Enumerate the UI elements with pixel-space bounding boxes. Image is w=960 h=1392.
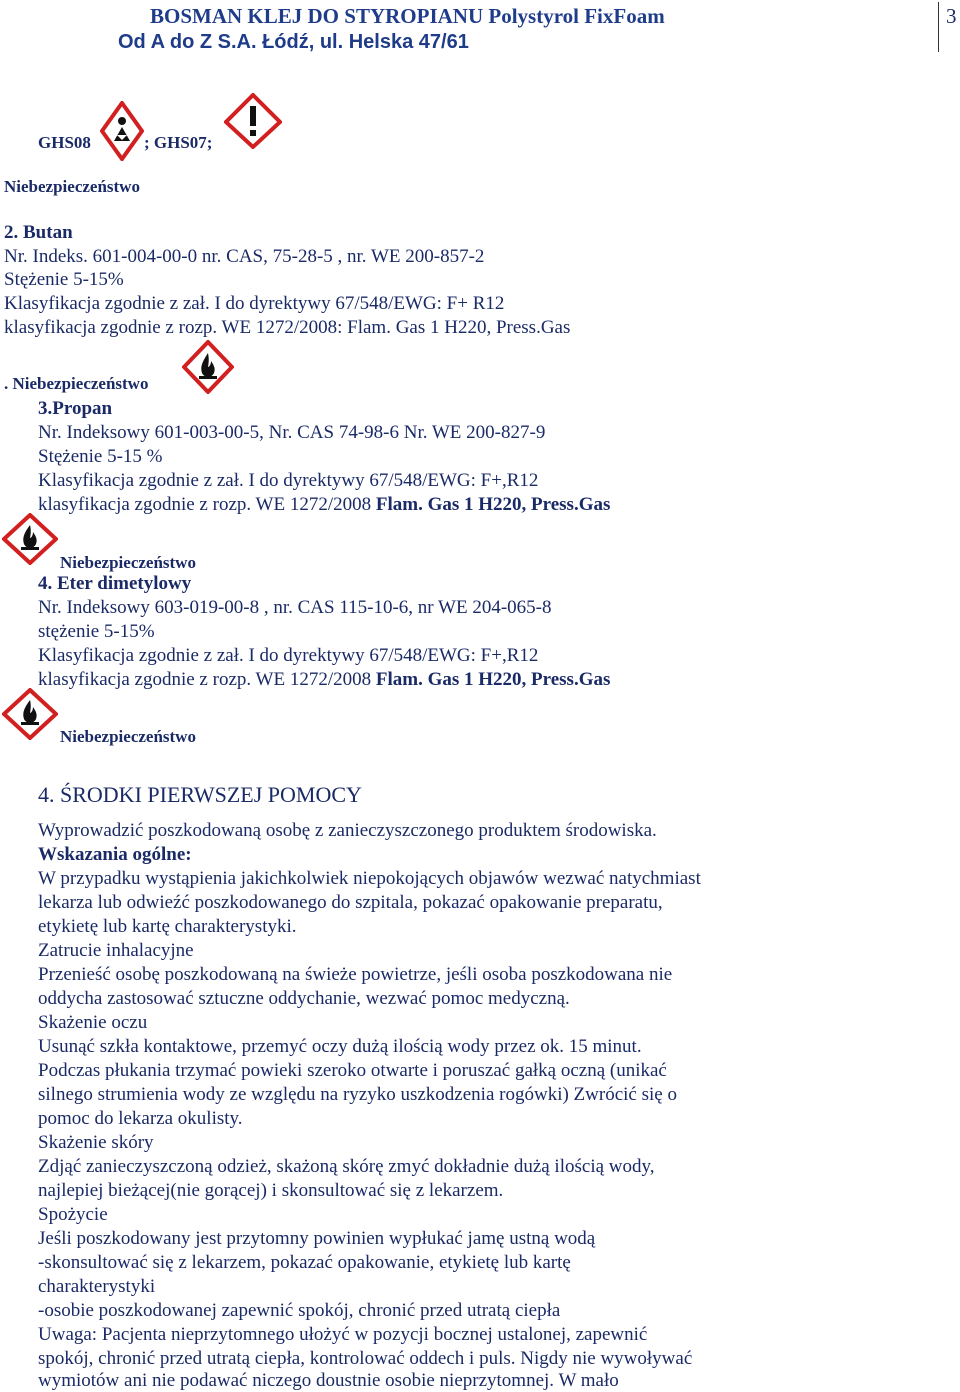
subheading: Wskazania ogólne: [38, 844, 192, 865]
subheading: Spożycie [38, 1204, 108, 1225]
subheading: Skażenie skóry [38, 1132, 154, 1153]
paragraph-line: lekarza lub odwieźć poszkodowanego do szpitala, pokazać opakowanie preparatu, [38, 892, 663, 913]
propan-signal-word: Niebezpieczeństwo [60, 553, 196, 572]
butan-heading: 2. Butan [4, 222, 73, 243]
butan-line: Stężenie 5-15% [4, 269, 124, 290]
propan-class-prefix: klasyfikacja zgodnie z rozp. WE 1272/2008 [38, 494, 376, 515]
paragraph-line: silnego strumienia wody ze względu na ryzyko uszkodzenia rogówki) Zwrócić się o [38, 1084, 677, 1105]
ghs08-label: GHS08 [38, 133, 91, 152]
butan-line: Nr. Indeks. 601-004-00-0 nr. CAS, 75-28-5 , nr. WE 200-857-2 [4, 246, 485, 267]
paragraph-line: Podczas płukania trzymać powieki szeroko otwarte i poruszać gałką oczną (unikać [38, 1060, 667, 1081]
subheading: Zatrucie inhalacyjne [38, 940, 194, 961]
flame-icon [182, 340, 234, 394]
header-divider [938, 2, 939, 52]
company-address: Od A do Z S.A. Łódź, ul. Helska 47/61 [118, 31, 469, 53]
paragraph-line: -skonsultować się z lekarzem, pokazać opakowanie, etykietę lub kartę [38, 1252, 571, 1273]
section-number: 4. [38, 782, 60, 807]
paragraph-line: Jeśli poszkodowany jest przytomny powinien wypłukać jamę ustną wodą [38, 1228, 596, 1249]
paragraph-line: Przenieść osobę poszkodowaną na świeże powietrze, jeśli osoba poszkodowana nie [38, 964, 673, 985]
paragraph-line: Wyprowadzić poszkodowaną osobę z zanieczyszczonego produktem środowiska. [38, 820, 657, 841]
paragraph-line: Uwaga: Pacjenta nieprzytomnego ułożyć w pozycji bocznej ustalonej, zapewnić [38, 1324, 648, 1345]
eter-line: Klasyfikacja zgodnie z zał. I do dyrektywy 67/548/EWG: F+,R12 [38, 645, 539, 666]
eter-signal-word: Niebezpieczeństwo [60, 727, 196, 746]
section-heading [38, 782, 362, 808]
paragraph-line: spokój, chronić przed utratą ciepła, kontrolować oddech i puls. Nigdy nie wywoływać [38, 1348, 693, 1369]
paragraph-line: Usunąć szkła kontaktowe, przemyć oczy dużą ilością wody przez ok. 15 minut. [38, 1036, 642, 1057]
paragraph-line: -osobie poszkodowanej zapewnić spokój, chronić przed utratą ciepła [38, 1300, 561, 1321]
section-title: ŚRODKI PIERWSZEJ POMOCY [60, 782, 362, 807]
propan-line: Klasyfikacja zgodnie z zał. I do dyrektywy 67/548/EWG: F+,R12 [38, 470, 539, 491]
paragraph-line: pomoc do lekarza okulisty. [38, 1108, 243, 1129]
exclamation-icon [224, 93, 282, 149]
propan-class-bold: Flam. Gas 1 H220, Press.Gas [375, 494, 611, 515]
eter-classification [38, 669, 610, 691]
eter-line: Nr. Indeksowy 603-019-00-8 , nr. CAS 115-10-6, nr WE 204-065-8 [38, 597, 552, 618]
paragraph-line: wymiotów ani nie podawać niczego doustnie osobie nieprzytomnej. W mało [38, 1370, 619, 1391]
eter-class-prefix: klasyfikacja zgodnie z rozp. WE 1272/2008 [38, 669, 376, 690]
paragraph-line: oddycha zastosować sztuczne oddychanie, wezwać pomoc medyczną. [38, 988, 570, 1009]
butan-line: klasyfikacja zgodnie z rozp. WE 1272/2008: Flam. Gas 1 H220, Press.Gas [4, 317, 571, 338]
ghs07-label: ; GHS07; [144, 133, 213, 152]
health-hazard-icon [100, 101, 144, 161]
propan-line: Stężenie 5-15 % [38, 446, 163, 467]
signal-word: Niebezpieczeństwo [4, 177, 140, 196]
paragraph-line: W przypadku wystąpienia jakichkolwiek niepokojących objawów wezwać natychmiast [38, 868, 701, 889]
document-title: BOSMAN KLEJ DO STYROPIANU Polystyrol FixFoam [150, 4, 665, 28]
propan-classification [38, 494, 610, 516]
paragraph-line: charakterystyki [38, 1276, 156, 1297]
eter-heading: 4. Eter dimetylowy [38, 573, 192, 594]
paragraph-line: Zdjąć zanieczyszczoną odzież, skażoną skórę zmyć dokładnie dużą ilością wody, [38, 1156, 655, 1177]
page-number: 3 [946, 4, 957, 28]
flame-icon [2, 688, 58, 740]
paragraph-line: najlepiej bieżącej(nie gorącej) i skonsultować się z lekarzem. [38, 1180, 504, 1201]
eter-line: stężenie 5-15% [38, 621, 155, 642]
butan-signal-word: . Niebezpieczeństwo [4, 374, 149, 393]
propan-heading: 3.Propan [38, 398, 113, 419]
flame-icon [2, 513, 58, 565]
subheading: Skażenie oczu [38, 1012, 148, 1033]
propan-line: Nr. Indeksowy 601-003-00-5, Nr. CAS 74-98-6 Nr. WE 200-827-9 [38, 422, 546, 443]
paragraph-line: etykietę lub kartę charakterystyki. [38, 916, 297, 937]
butan-line: Klasyfikacja zgodnie z zał. I do dyrektywy 67/548/EWG: F+ R12 [4, 293, 505, 314]
eter-class-bold: Flam. Gas 1 H220, Press.Gas [375, 669, 611, 690]
